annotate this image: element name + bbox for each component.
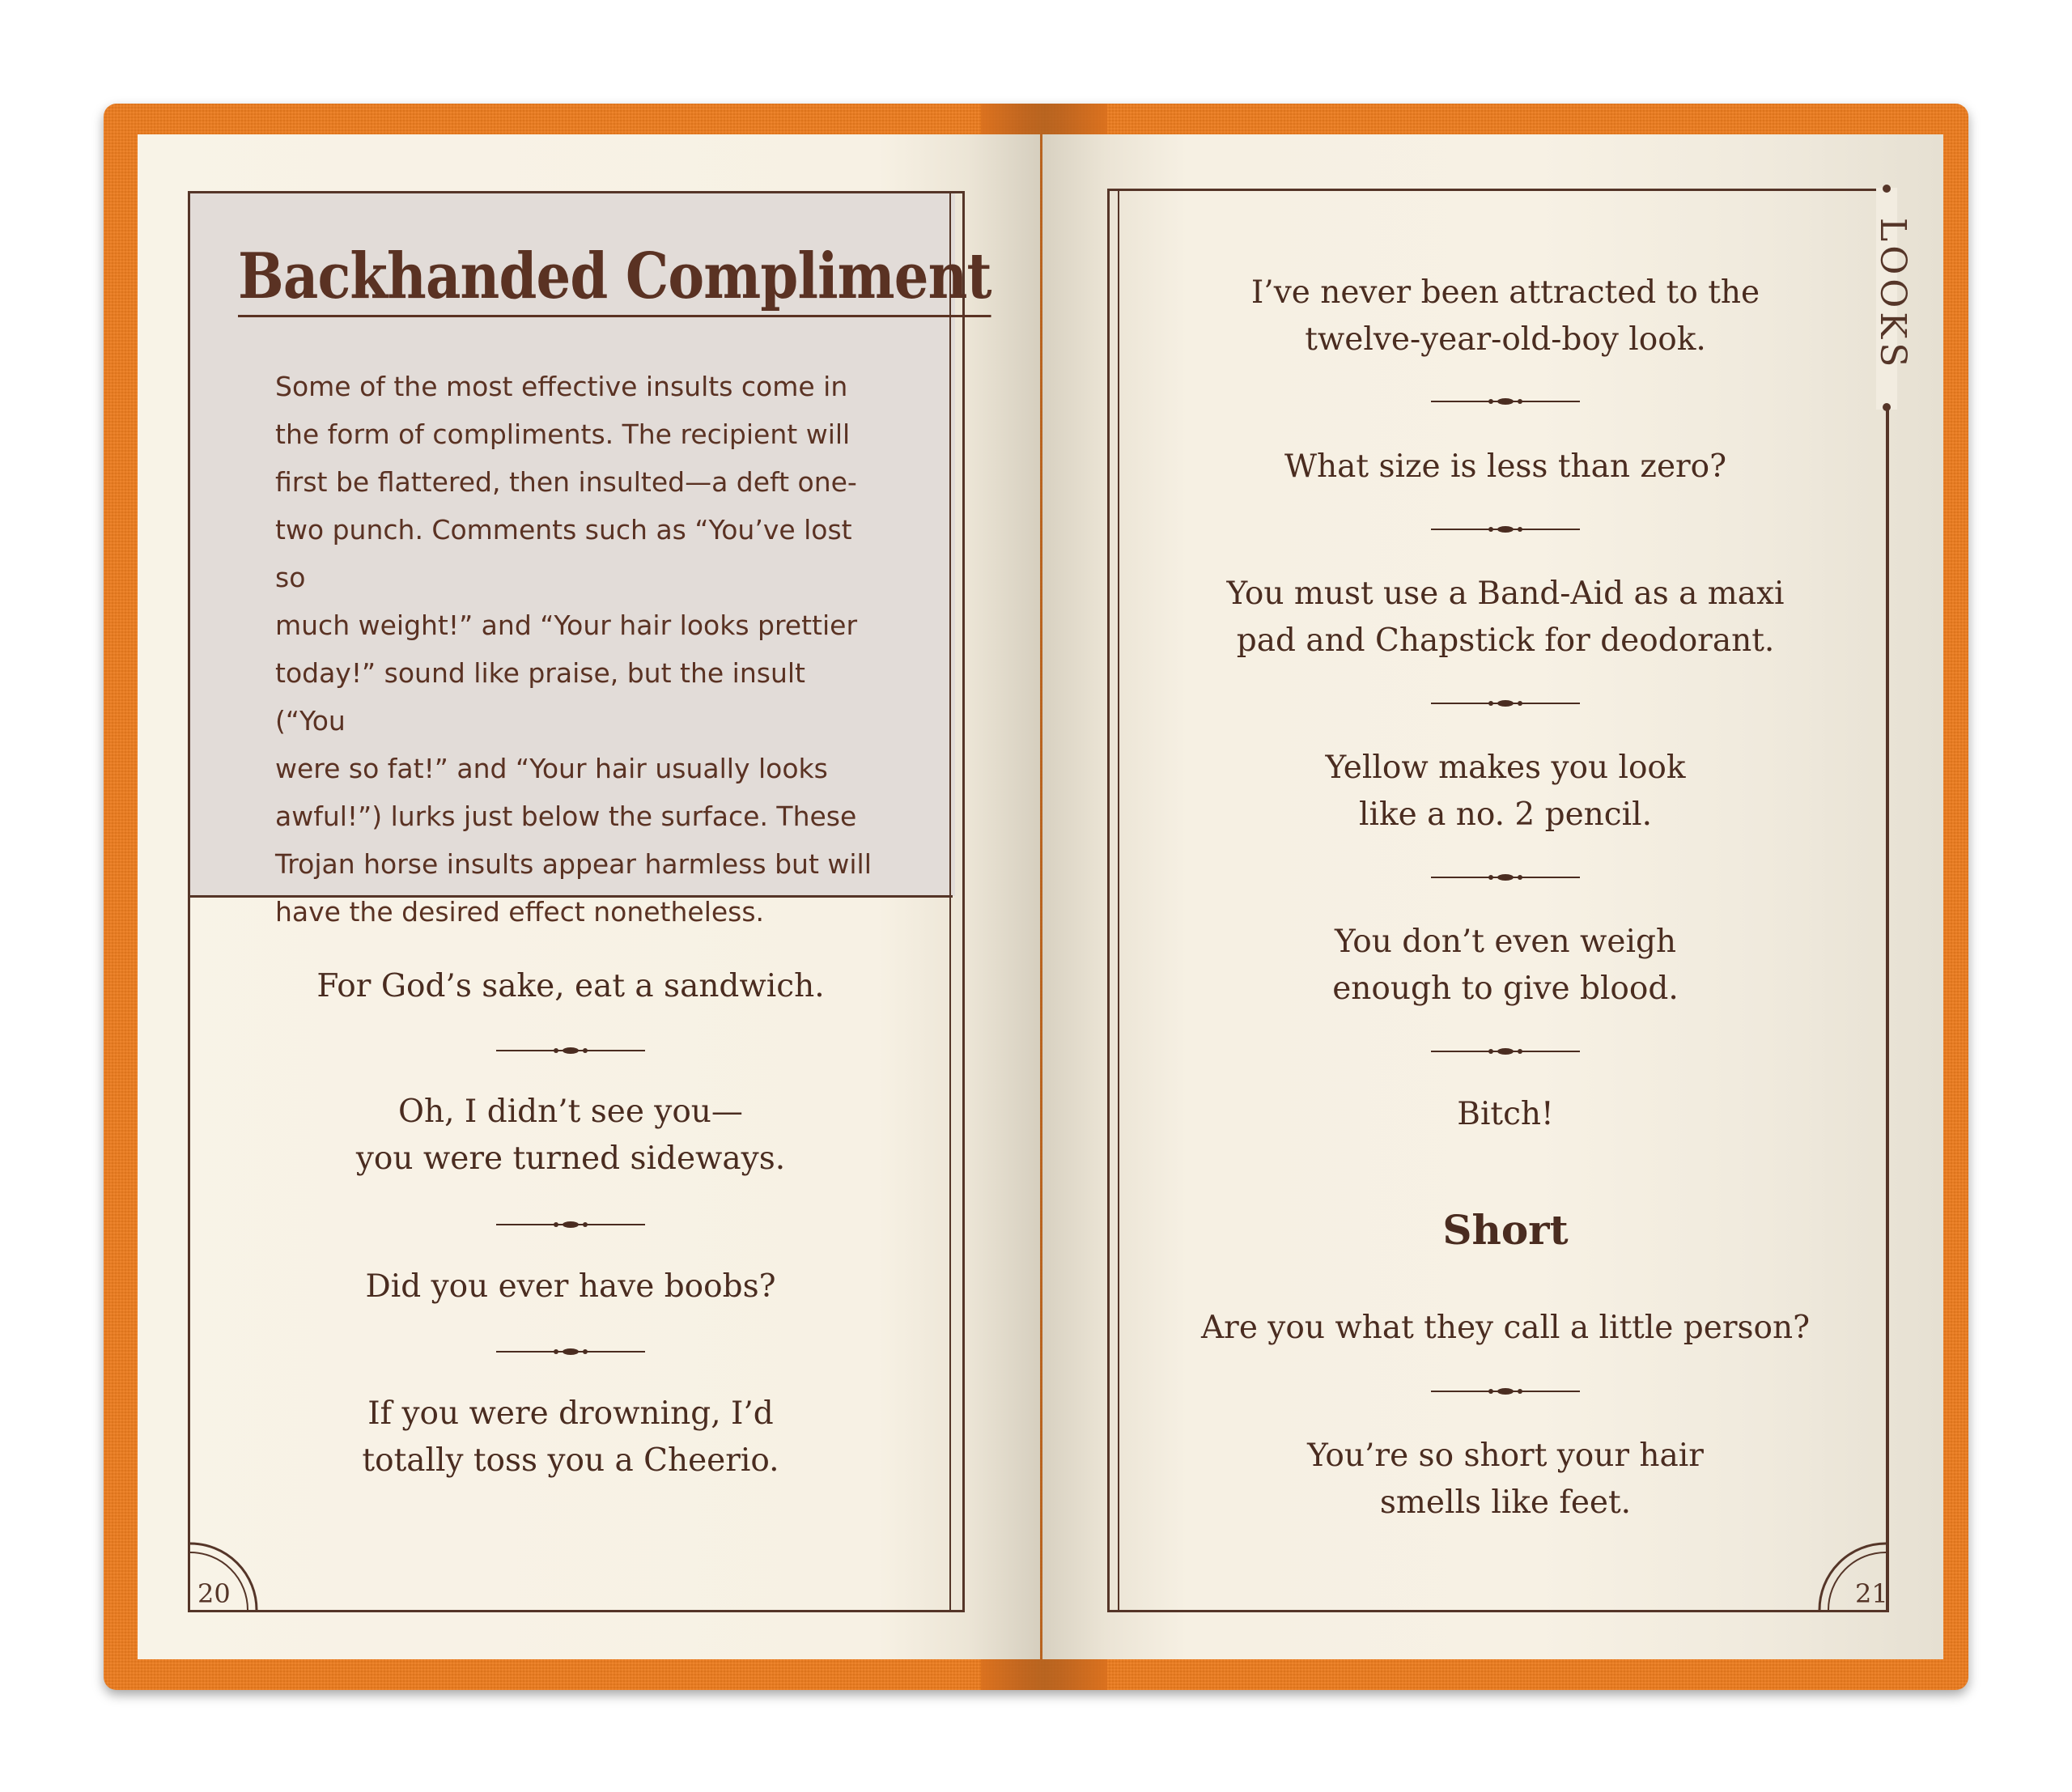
quote-line: Oh, I didn’t see you— — [398, 1093, 743, 1130]
quote-line: What size is less than zero? — [1284, 448, 1727, 485]
intro-line: Trojan horse insults appear harmless but will — [275, 848, 872, 880]
quote — [1117, 1091, 1894, 1138]
ornament-divider — [496, 1347, 645, 1357]
quote — [1117, 571, 1894, 665]
intro-line: the form of compliments. The recipient will — [275, 418, 851, 450]
quote-line: Bitch! — [1457, 1096, 1554, 1132]
quote — [194, 1263, 947, 1310]
quote-line: totally toss you a Cheerio. — [362, 1442, 779, 1479]
quote-line: pad and Chapstick for deodorant. — [1236, 622, 1775, 659]
quote-line: I’ve never been attracted to the — [1250, 274, 1760, 311]
intro-line: awful!”) lurks just below the surface. These — [275, 800, 857, 832]
intro-line: two punch. Comments such as “You’ve lost so — [275, 514, 852, 593]
quote — [1117, 270, 1894, 363]
quote — [194, 963, 947, 1010]
quote — [194, 1089, 947, 1183]
quote — [1117, 444, 1894, 490]
quote-line: enough to give blood. — [1332, 970, 1679, 1007]
quote-line: like a no. 2 pencil. — [1359, 796, 1652, 833]
intro-line: have the desired effect nonetheless. — [275, 896, 765, 928]
intro-text — [275, 363, 874, 936]
intro-line: Some of the most effective insults come in — [275, 371, 848, 402]
page-number: 21 — [1855, 1578, 1888, 1609]
quote-line: You don’t even weigh — [1334, 924, 1677, 960]
quote-line: Yellow makes you look — [1325, 749, 1686, 786]
intro-line: were so fat!” and “Your hair usually looks — [275, 753, 828, 784]
page-number: 20 — [197, 1578, 231, 1609]
quote-line: If you were drowning, I’d — [367, 1395, 774, 1432]
quote-line: You must use a Band-Aid as a maxi — [1226, 575, 1785, 612]
ornament-divider — [496, 1046, 645, 1055]
quote-line: you were turned sideways. — [355, 1140, 786, 1177]
ornament-divider — [1431, 699, 1580, 708]
intro-line: first be flattered, then insulted—a deft one- — [275, 466, 857, 498]
intro-line: much weight!” and “Your hair looks prettier — [275, 609, 858, 641]
quote-line: Did you ever have boobs? — [365, 1268, 776, 1305]
quote — [1117, 1433, 1894, 1527]
quote-line: For God’s sake, eat a sandwich. — [316, 968, 825, 1004]
quote-line: twelve-year-old-boy look. — [1305, 321, 1706, 358]
quote-line: You’re so short your hair — [1307, 1437, 1704, 1474]
ornament-divider — [1431, 1047, 1580, 1056]
frame-dot — [1883, 185, 1891, 193]
section-title: Backhanded Compliment — [238, 240, 991, 317]
quote-line: Are you what they call a little person? — [1201, 1310, 1810, 1346]
ornament-divider — [1431, 397, 1580, 406]
ornament-divider — [1431, 873, 1580, 882]
quote — [1117, 1305, 1894, 1352]
quote-line: smells like feet. — [1379, 1484, 1632, 1521]
ornament-divider — [496, 1220, 645, 1229]
ornament-divider — [1431, 524, 1580, 534]
subheading: Short — [1442, 1206, 1569, 1254]
section-tab-label: LOOKS — [1872, 218, 1913, 372]
quote — [194, 1391, 947, 1484]
quote — [1117, 919, 1894, 1013]
intro-line: today!” sound like praise, but the insult (“You — [275, 657, 805, 737]
quote — [1117, 745, 1894, 839]
ornament-divider — [1431, 1386, 1580, 1396]
